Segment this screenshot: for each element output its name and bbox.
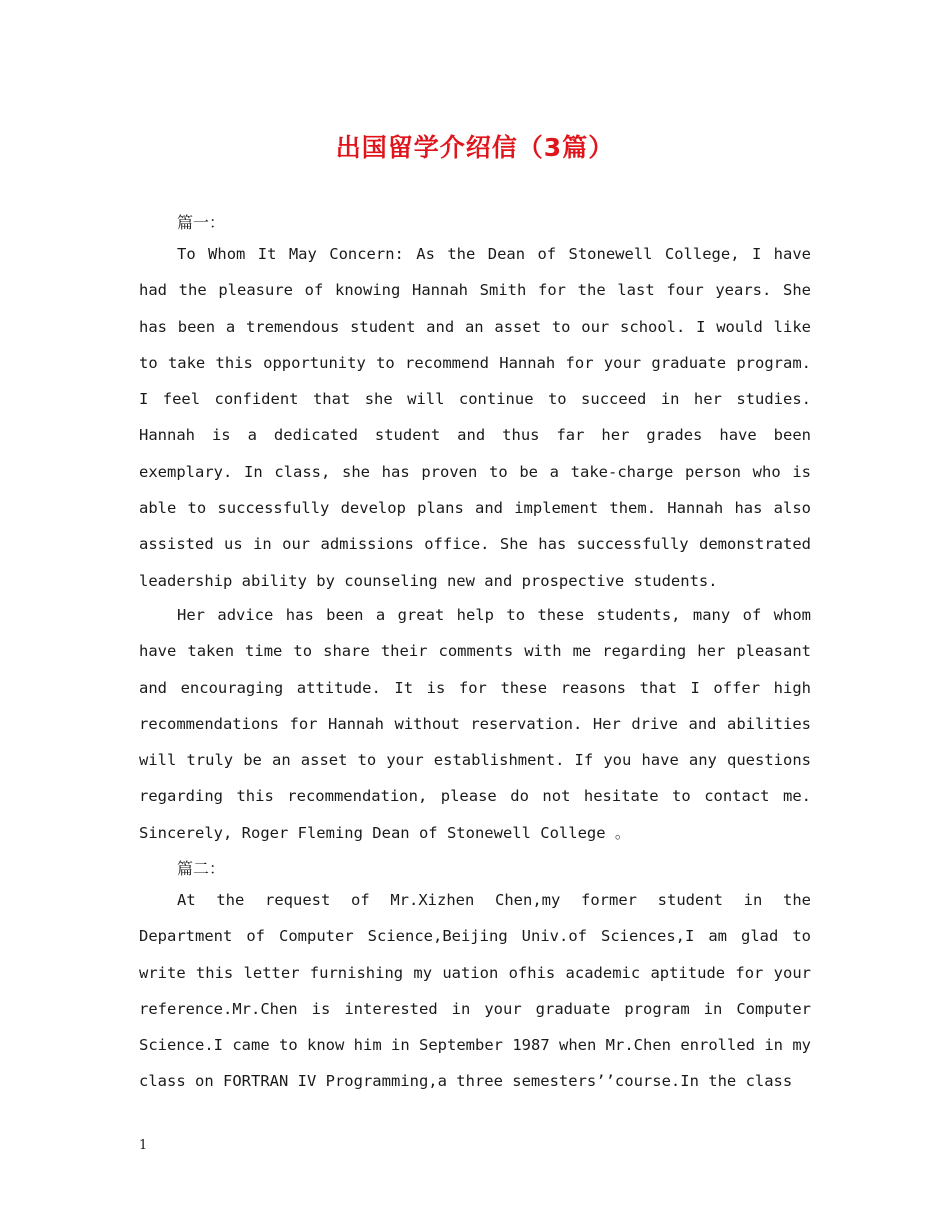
page-number: 1 <box>139 1138 148 1153</box>
paragraph-text: To Whom It May Concern: As the Dean of Stonewell College, I have had the pleasure of knowing Hannah Smith for the last four years. She has been a tremendous student and an asset to our school. I would like to take this opportunity to recommend Hannah for your graduate program. I feel confident that she will continue to succeed in her studies. Hannah is a dedicated student and thus far her grades have been exemplary. In class, she has proven to be a take-charge person who is able to successfully develop plans and implement them. Hannah has also assisted us in our admissions office. She has successfully demonstrated leadership ability by counseling new and prospective students. <box>139 245 811 590</box>
paragraph-text: At the request of Mr.Xizhen Chen,my former student in the Department of Computer Science,Beijing Univ.of Sciences,I am glad to write this letter furnishing my uation ofhis academic aptitude for your reference.Mr.Chen is interested in your graduate program in Computer Science.I came to know him in September 1987 when Mr.Chen enrolled in my class on FORTRAN IV Programming,a three semesters’’course.In the class <box>139 891 811 1091</box>
section-1-paragraph-1 <box>139 236 811 599</box>
document-title: 出国留学介绍信（3篇） <box>335 133 615 162</box>
section-2-paragraph-1 <box>139 882 811 1100</box>
section-1-paragraph-2 <box>139 597 811 851</box>
paragraph-text: Her advice has been a great help to these students, many of whom have taken time to share their comments with me regarding her pleasant and encouraging attitude. It is for these reasons that I offer high recommendations for Hannah without reservation. Her drive and abilities will truly be an asset to your establishment. If you have any questions regarding this recommendation, please do not hesitate to contact me. Sincerely, Roger Fleming Dean of Stonewell College 。 <box>139 606 811 842</box>
section-label-2: 篇二： <box>177 859 226 878</box>
section-label-1: 篇一： <box>177 213 226 232</box>
